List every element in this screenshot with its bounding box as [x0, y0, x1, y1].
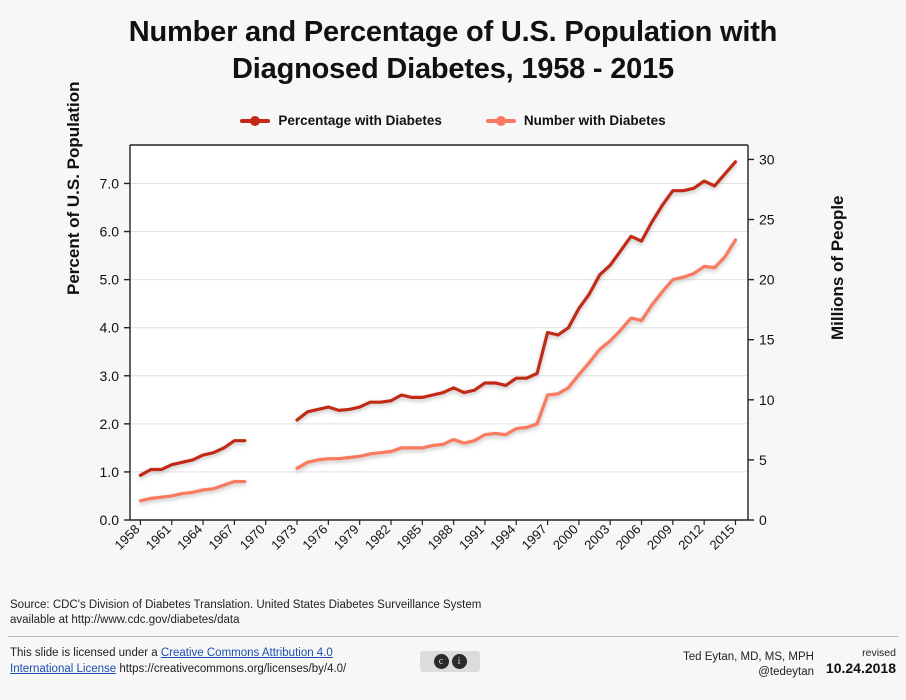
- license-link-international[interactable]: International License: [10, 663, 117, 675]
- svg-text:1976: 1976: [299, 521, 331, 553]
- license-note: [10, 645, 346, 677]
- revision-info: [826, 646, 896, 676]
- svg-text:1994: 1994: [487, 521, 519, 553]
- svg-text:0.0: 0.0: [99, 512, 119, 528]
- svg-text:1958: 1958: [111, 521, 143, 553]
- svg-text:20: 20: [759, 271, 775, 288]
- legend-marker-icon: [486, 116, 516, 126]
- svg-text:1967: 1967: [205, 521, 237, 553]
- author-name: Ted Eytan, MD, MS, MPH: [682, 651, 814, 663]
- svg-text:1991: 1991: [455, 521, 488, 553]
- svg-text:10: 10: [759, 391, 775, 408]
- legend-item-percentage: [240, 113, 442, 128]
- creative-commons-badge-icon: [420, 651, 480, 672]
- svg-text:1988: 1988: [424, 521, 456, 553]
- license-url: https://creativecommons.org/licenses/by/4.0/: [119, 663, 347, 675]
- cc-by-icon: i: [452, 654, 467, 669]
- title-line-1: Number and Percentage of U.S. Population with: [128, 16, 778, 48]
- legend-marker-icon: [240, 116, 270, 126]
- svg-text:1973: 1973: [268, 521, 300, 553]
- title-line-2: Diagnosed Diabetes, 1958 - 2015: [232, 53, 674, 85]
- svg-text:15: 15: [759, 331, 775, 348]
- svg-text:0: 0: [759, 512, 767, 528]
- svg-text:1985: 1985: [393, 521, 425, 553]
- y-axis-left-title: Percent of U.S. Population: [64, 81, 83, 295]
- svg-text:2015: 2015: [706, 521, 738, 553]
- legend-label-number: Number with Diabetes: [523, 113, 666, 128]
- author-credit: [683, 650, 814, 680]
- svg-text:3.0: 3.0: [99, 367, 119, 384]
- svg-text:1982: 1982: [362, 521, 394, 553]
- source-line-2: available at http://www.cdc.gov/diabetes/data: [10, 614, 240, 626]
- svg-text:1979: 1979: [330, 521, 362, 553]
- page-title: [0, 14, 906, 88]
- y-axis-right-title: Millions of People: [828, 195, 847, 340]
- cc-mark-icon: c: [434, 654, 449, 669]
- svg-text:7.0: 7.0: [99, 175, 119, 192]
- revised-date: 10.24.2018: [825, 660, 896, 676]
- svg-text:2003: 2003: [581, 521, 613, 553]
- svg-text:2000: 2000: [549, 521, 582, 553]
- footer-divider: [8, 636, 898, 637]
- legend-label-percentage: Percentage with Diabetes: [278, 113, 442, 128]
- svg-text:1.0: 1.0: [99, 463, 119, 480]
- svg-text:30: 30: [759, 151, 775, 168]
- svg-text:5: 5: [759, 451, 767, 468]
- svg-text:1970: 1970: [236, 521, 268, 553]
- svg-text:25: 25: [759, 211, 775, 228]
- legend-item-number: [486, 113, 666, 128]
- author-handle: @tedeytan: [758, 666, 814, 678]
- svg-text:2012: 2012: [675, 521, 707, 553]
- svg-text:6.0: 6.0: [99, 223, 119, 240]
- source-note: [10, 598, 481, 628]
- svg-text:1964: 1964: [174, 521, 206, 553]
- source-line-1: Source: CDC's Division of Diabetes Translation. United States Diabetes Surveillance System: [10, 599, 482, 611]
- license-prefix: This slide is licensed under a: [10, 647, 161, 659]
- svg-text:1997: 1997: [518, 521, 550, 553]
- svg-text:2.0: 2.0: [99, 415, 119, 432]
- svg-text:4.0: 4.0: [99, 319, 119, 336]
- svg-text:5.0: 5.0: [99, 271, 119, 288]
- license-link-cc40[interactable]: Creative Commons Attribution 4.0: [160, 647, 333, 659]
- svg-text:1961: 1961: [142, 521, 174, 553]
- revised-label: revised: [862, 647, 896, 659]
- svg-text:2006: 2006: [612, 521, 644, 553]
- chart-legend: [0, 113, 906, 128]
- svg-text:2009: 2009: [643, 521, 675, 553]
